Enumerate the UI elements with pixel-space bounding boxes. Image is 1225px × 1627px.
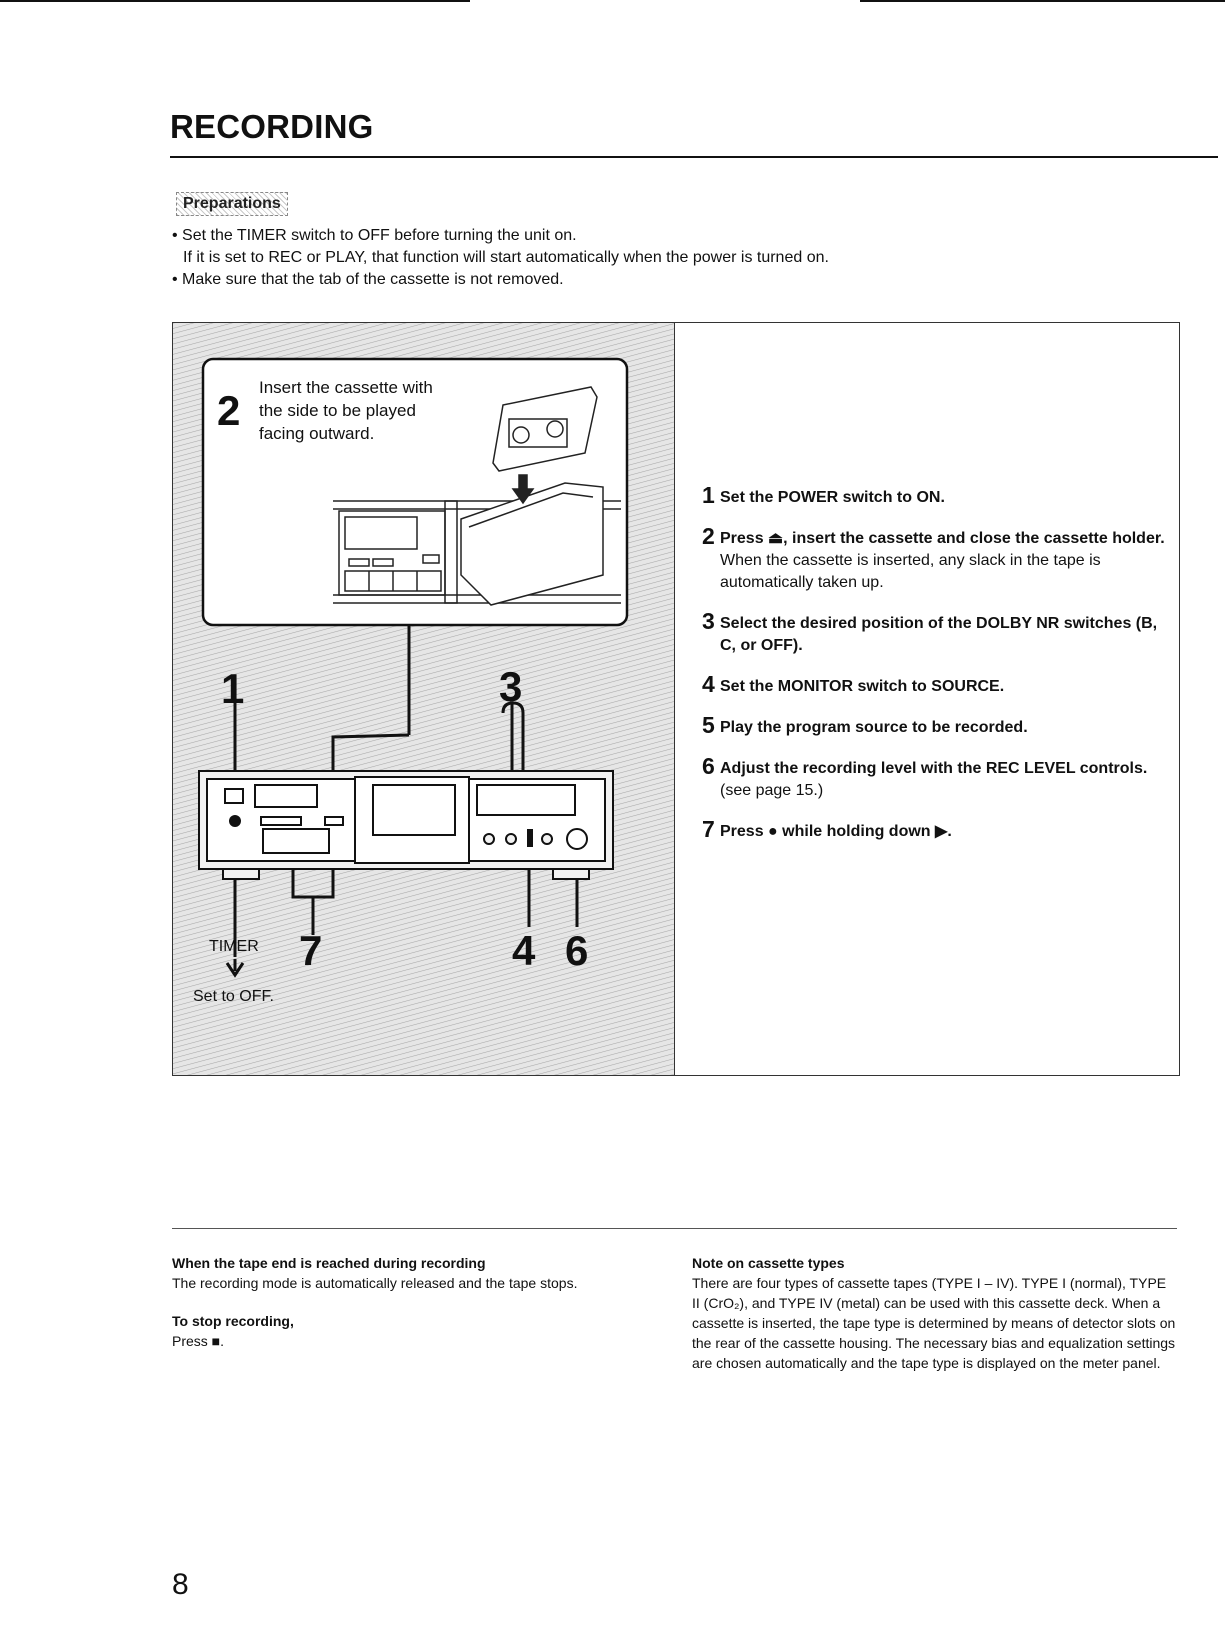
stop-recording-heading: To stop recording, [172, 1313, 294, 1329]
step-3-text: Select the desired position of the DOLBY NR switches (B, C, or OFF). [720, 615, 1158, 654]
prep-line-1: • Set the TIMER switch to OFF before turning the unit on. [172, 227, 577, 244]
notes-left [172, 1253, 672, 1351]
top-edge-line-right [860, 0, 1225, 2]
label-step-7: 7 [299, 927, 323, 974]
step-1-number: 1 [702, 482, 715, 508]
cassette-deck-illustration [173, 323, 674, 1075]
step-7-text: Press ● while holding down ▶. [720, 823, 952, 840]
step-4-number: 4 [702, 671, 715, 697]
step-1-text: Set the POWER switch to ON. [720, 489, 945, 506]
step-7 [702, 816, 1172, 843]
callout-line-2: the side to be played [259, 401, 416, 420]
step-3 [702, 608, 1172, 657]
top-edge-line-left [0, 0, 470, 2]
prep-line-3: • Make sure that the tab of the cassette is not removed. [172, 271, 564, 288]
label-step-1: 1 [221, 665, 245, 712]
step-4 [702, 671, 1172, 698]
step-6 [702, 753, 1172, 802]
step-5-text: Play the program source to be recorded. [720, 719, 1028, 736]
step-6-text: Adjust the recording level with the REC LEVEL controls. [720, 760, 1148, 777]
callout-number: 2 [217, 387, 241, 434]
deck-front [199, 771, 613, 879]
step-7-number: 7 [702, 816, 715, 842]
callout-line-3: facing outward. [259, 424, 375, 443]
step-4-text: Set the MONITOR switch to SOURCE. [720, 678, 1005, 695]
step-2-number: 2 [702, 523, 715, 549]
tape-end-text: The recording mode is automatically released and the tape stops. [172, 1275, 578, 1291]
step-6-number: 6 [702, 753, 715, 779]
tape-end-heading: When the tape end is reached during recording [172, 1255, 486, 1271]
step-2-detail: When the cassette is inserted, any slack in the tape is automatically taken up. [720, 552, 1101, 591]
callout-line-1: Insert the cassette with [259, 378, 433, 397]
step-2-text: Press ⏏, insert the cassette and close the cassette holder. [720, 530, 1165, 547]
label-set-off: Set to OFF. [193, 988, 274, 1005]
page-number: 8 [172, 1568, 189, 1601]
step-5-number: 5 [702, 712, 715, 738]
cassette-types-text: There are four types of cassette tapes (TYPE I – IV). TYPE I (normal), TYPE II (CrO₂), and TYPE IV (metal) can be used with this cassette deck. When a cassette is inserted, the tape type is determined by means of detector slots on the rear of the cassette housing. The necessary bias and equalization settings are chosen automatically and the tape type is displayed on the meter panel. [692, 1275, 1176, 1371]
steps-list [702, 482, 1172, 862]
notes-rule [172, 1228, 1177, 1229]
title-rule [170, 156, 1218, 158]
preparations-text [172, 225, 829, 291]
label-step-3: 3 [499, 663, 523, 710]
step-3-number: 3 [702, 608, 715, 634]
step-2 [702, 523, 1172, 594]
label-step-6: 6 [565, 927, 589, 974]
page-title: RECORDING [170, 108, 374, 145]
notes-right [692, 1253, 1177, 1373]
stop-recording-text: Press ■. [172, 1333, 225, 1349]
label-step-4: 4 [512, 927, 536, 974]
step-1 [702, 482, 1172, 509]
cassette-types-heading: Note on cassette types [692, 1255, 845, 1271]
step-6-detail: (see page 15.) [720, 782, 824, 799]
prep-line-2: If it is set to REC or PLAY, that function will start automatically when the power is turned on. [183, 249, 829, 266]
preparations-label: Preparations [176, 192, 288, 216]
label-timer: TIMER [209, 938, 259, 955]
diagram-divider [674, 323, 675, 1075]
step-5 [702, 712, 1172, 739]
